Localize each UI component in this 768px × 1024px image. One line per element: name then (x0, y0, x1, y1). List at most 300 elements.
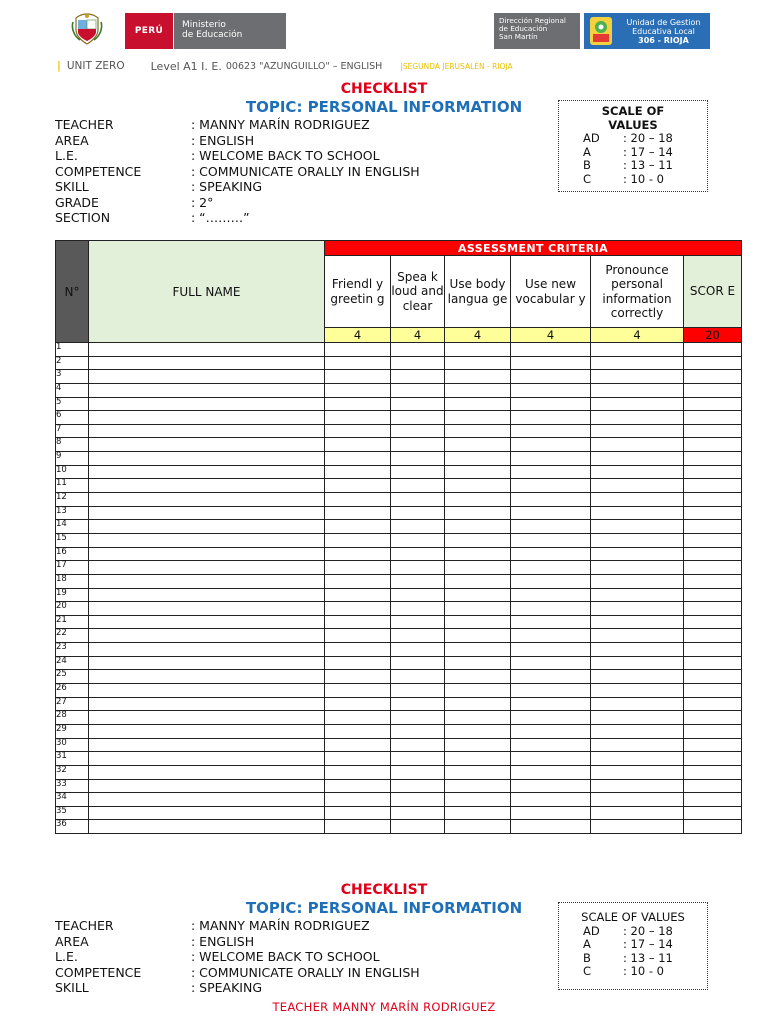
table-row (56, 411, 742, 425)
pronounce-cell[interactable] (591, 779, 684, 793)
speak-cell[interactable] (391, 752, 445, 766)
score-cell[interactable] (684, 588, 742, 602)
pronounce-cell[interactable] (591, 711, 684, 725)
score-cell[interactable] (684, 656, 742, 670)
table-row (56, 547, 742, 561)
score-cell[interactable] (684, 438, 742, 452)
pronounce-cell[interactable] (591, 397, 684, 411)
score-cell[interactable] (684, 343, 742, 357)
info-value: : “………” (191, 210, 250, 225)
name-cell[interactable] (89, 397, 325, 411)
vocab-cell[interactable] (511, 793, 591, 807)
greeting-cell[interactable] (325, 670, 391, 684)
greeting-cell[interactable] (325, 615, 391, 629)
name-cell[interactable] (89, 506, 325, 520)
score-cell[interactable] (684, 547, 742, 561)
body-cell[interactable] (445, 383, 511, 397)
body-cell[interactable] (445, 465, 511, 479)
ugel-line-3: 306 - RIOJA (638, 35, 689, 45)
greeting-cell[interactable] (325, 370, 391, 384)
greeting-cell[interactable] (325, 820, 391, 834)
pronounce-cell[interactable] (591, 793, 684, 807)
ministry-logo (125, 13, 286, 49)
speak-cell[interactable] (391, 697, 445, 711)
pronounce-cell[interactable] (591, 520, 684, 534)
greeting-cell[interactable] (325, 806, 391, 820)
peru-coat-of-arms-icon (70, 12, 104, 46)
name-cell[interactable] (89, 356, 325, 370)
vocab-cell[interactable] (511, 820, 591, 834)
score-cell[interactable] (684, 465, 742, 479)
body-cell[interactable] (445, 561, 511, 575)
body-cell[interactable] (445, 343, 511, 357)
score-cell[interactable] (684, 711, 742, 725)
vocab-cell[interactable] (511, 343, 591, 357)
vocab-cell[interactable] (511, 643, 591, 657)
body-cell[interactable] (445, 752, 511, 766)
vocab-cell[interactable] (511, 752, 591, 766)
greeting-cell[interactable] (325, 643, 391, 657)
row-number: 31 (56, 752, 89, 766)
info-key: TEACHER (55, 117, 114, 132)
pronounce-cell[interactable] (591, 765, 684, 779)
speak-cell[interactable] (391, 533, 445, 547)
score-cell[interactable] (684, 574, 742, 588)
vocab-cell[interactable] (511, 383, 591, 397)
speak-cell[interactable] (391, 711, 445, 725)
vocab-cell[interactable] (511, 547, 591, 561)
speak-cell[interactable] (391, 465, 445, 479)
greeting-cell[interactable] (325, 684, 391, 698)
name-cell[interactable] (89, 752, 325, 766)
greeting-cell[interactable] (325, 493, 391, 507)
score-cell[interactable] (684, 738, 742, 752)
vocab-cell[interactable] (511, 615, 591, 629)
segment-label: |SEGUNDA JERUSALÉN - RIOJA (400, 61, 513, 71)
speak-cell[interactable] (391, 370, 445, 384)
student-rows (56, 343, 742, 834)
speak-cell[interactable] (391, 343, 445, 357)
greeting-cell[interactable] (325, 506, 391, 520)
table-row (56, 711, 742, 725)
speak-cell[interactable] (391, 806, 445, 820)
score-cell[interactable] (684, 561, 742, 575)
name-cell[interactable] (89, 711, 325, 725)
name-cell[interactable] (89, 479, 325, 493)
row-number: 2 (56, 356, 89, 370)
vocab-cell[interactable] (511, 506, 591, 520)
vocab-cell[interactable] (511, 697, 591, 711)
info-value: : SPEAKING (191, 179, 263, 194)
pronounce-cell[interactable] (591, 465, 684, 479)
scale-title-1: SCALE OF (601, 104, 665, 118)
pronounce-cell[interactable] (591, 479, 684, 493)
table-row (56, 424, 742, 438)
pronounce-cell[interactable] (591, 697, 684, 711)
name-cell[interactable] (89, 697, 325, 711)
pronounce-cell[interactable] (591, 561, 684, 575)
table-row (56, 670, 742, 684)
greeting-cell[interactable] (325, 574, 391, 588)
body-cell[interactable] (445, 656, 511, 670)
greeting-cell[interactable] (325, 711, 391, 725)
vocab-cell[interactable] (511, 602, 591, 616)
speak-cell[interactable] (391, 383, 445, 397)
body-cell[interactable] (445, 574, 511, 588)
vocab-cell[interactable] (511, 465, 591, 479)
name-cell[interactable] (89, 629, 325, 643)
score-cell[interactable] (684, 424, 742, 438)
speak-cell[interactable] (391, 547, 445, 561)
speak-cell[interactable] (391, 438, 445, 452)
score-cell[interactable] (684, 479, 742, 493)
table-row (56, 479, 742, 493)
speak-cell[interactable] (391, 629, 445, 643)
greeting-cell[interactable] (325, 629, 391, 643)
name-cell[interactable] (89, 561, 325, 575)
pronounce-cell[interactable] (591, 574, 684, 588)
table-row (56, 438, 742, 452)
pronounce-cell[interactable] (591, 820, 684, 834)
greeting-cell[interactable] (325, 397, 391, 411)
score-cell[interactable] (684, 724, 742, 738)
speak-cell[interactable] (391, 479, 445, 493)
name-cell[interactable] (89, 343, 325, 357)
vocab-cell[interactable] (511, 588, 591, 602)
name-cell[interactable] (89, 738, 325, 752)
greeting-cell[interactable] (325, 533, 391, 547)
pronounce-cell[interactable] (591, 452, 684, 466)
name-cell[interactable] (89, 547, 325, 561)
speak-cell[interactable] (391, 765, 445, 779)
greeting-cell[interactable] (325, 752, 391, 766)
pronounce-cell[interactable] (591, 643, 684, 657)
name-cell[interactable] (89, 438, 325, 452)
score-cell[interactable] (684, 370, 742, 384)
speak-cell[interactable] (391, 779, 445, 793)
speak-cell[interactable] (391, 520, 445, 534)
row-number: 17 (56, 561, 89, 575)
row-number: 25 (56, 670, 89, 684)
body-cell[interactable] (445, 820, 511, 834)
name-cell[interactable] (89, 643, 325, 657)
score-cell[interactable] (684, 629, 742, 643)
assessment-criteria-header: ASSESSMENT CRITERIA (325, 241, 742, 256)
body-cell[interactable] (445, 711, 511, 725)
name-cell[interactable] (89, 533, 325, 547)
topic-title-2: TOPIC: PERSONAL INFORMATION (245, 899, 523, 917)
name-cell[interactable] (89, 670, 325, 684)
vocab-cell[interactable] (511, 411, 591, 425)
body-cell[interactable] (445, 356, 511, 370)
vocab-cell[interactable] (511, 397, 591, 411)
body-cell[interactable] (445, 479, 511, 493)
info-key: AREA (55, 933, 89, 949)
info-value: : SPEAKING (191, 980, 263, 995)
speak-cell[interactable] (391, 452, 445, 466)
ministry-line-2: de Educación (182, 30, 243, 40)
body-cell[interactable] (445, 452, 511, 466)
row-number: 4 (56, 383, 89, 397)
score-cell[interactable] (684, 493, 742, 507)
vocab-cell[interactable] (511, 479, 591, 493)
score-cell[interactable] (684, 383, 742, 397)
vocab-cell[interactable] (511, 493, 591, 507)
vocab-cell[interactable] (511, 356, 591, 370)
body-cell[interactable] (445, 806, 511, 820)
info-key: SKILL (55, 179, 89, 194)
name-cell[interactable] (89, 602, 325, 616)
score-cell[interactable] (684, 643, 742, 657)
vocab-cell[interactable] (511, 806, 591, 820)
score-cell[interactable] (684, 452, 742, 466)
vocab-cell[interactable] (511, 424, 591, 438)
pronounce-cell[interactable] (591, 493, 684, 507)
greeting-cell[interactable] (325, 424, 391, 438)
pronounce-cell[interactable] (591, 670, 684, 684)
score-cell[interactable] (684, 752, 742, 766)
greeting-cell[interactable] (325, 452, 391, 466)
vocab-cell[interactable] (511, 561, 591, 575)
name-cell[interactable] (89, 411, 325, 425)
greeting-cell[interactable] (325, 738, 391, 752)
body-cell[interactable] (445, 424, 511, 438)
score-cell[interactable] (684, 533, 742, 547)
pronounce-cell[interactable] (591, 724, 684, 738)
score-cell[interactable] (684, 615, 742, 629)
body-cell[interactable] (445, 643, 511, 657)
score-cell[interactable] (684, 765, 742, 779)
pronounce-cell[interactable] (591, 806, 684, 820)
greeting-cell[interactable] (325, 793, 391, 807)
speak-cell[interactable] (391, 738, 445, 752)
vocab-cell[interactable] (511, 520, 591, 534)
body-cell[interactable] (445, 493, 511, 507)
speak-cell[interactable] (391, 356, 445, 370)
scale-range: : 17 – 14 (623, 144, 673, 159)
vocab-cell[interactable] (511, 438, 591, 452)
row-number: 15 (56, 533, 89, 547)
scale-grade: C (583, 964, 592, 978)
table-row (56, 738, 742, 752)
vocab-cell[interactable] (511, 724, 591, 738)
score-cell[interactable] (684, 793, 742, 807)
body-cell[interactable] (445, 724, 511, 738)
score-cell[interactable] (684, 684, 742, 698)
pronounce-cell[interactable] (591, 738, 684, 752)
speak-cell[interactable] (391, 397, 445, 411)
pronounce-cell[interactable] (591, 383, 684, 397)
body-cell[interactable] (445, 520, 511, 534)
speak-cell[interactable] (391, 561, 445, 575)
body-cell[interactable] (445, 370, 511, 384)
table-row (56, 643, 742, 657)
name-cell[interactable] (89, 424, 325, 438)
name-cell[interactable] (89, 383, 325, 397)
points-cell: 4 (391, 328, 445, 343)
greeting-cell[interactable] (325, 765, 391, 779)
pronounce-cell[interactable] (591, 533, 684, 547)
body-cell[interactable] (445, 629, 511, 643)
speak-cell[interactable] (391, 588, 445, 602)
vocab-cell[interactable] (511, 370, 591, 384)
speak-cell[interactable] (391, 684, 445, 698)
speak-cell[interactable] (391, 506, 445, 520)
name-cell[interactable] (89, 793, 325, 807)
body-cell[interactable] (445, 411, 511, 425)
name-cell[interactable] (89, 452, 325, 466)
vocab-cell[interactable] (511, 533, 591, 547)
name-cell[interactable] (89, 656, 325, 670)
greeting-cell[interactable] (325, 697, 391, 711)
body-cell[interactable] (445, 615, 511, 629)
speak-cell[interactable] (391, 602, 445, 616)
table-row (56, 506, 742, 520)
greeting-cell[interactable] (325, 438, 391, 452)
body-cell[interactable] (445, 793, 511, 807)
score-cell[interactable] (684, 697, 742, 711)
speak-cell[interactable] (391, 670, 445, 684)
vocab-cell[interactable] (511, 779, 591, 793)
greeting-cell[interactable] (325, 383, 391, 397)
name-cell[interactable] (89, 370, 325, 384)
score-cell[interactable] (684, 670, 742, 684)
greeting-cell[interactable] (325, 465, 391, 479)
score-cell[interactable] (684, 506, 742, 520)
greeting-cell[interactable] (325, 547, 391, 561)
body-cell[interactable] (445, 506, 511, 520)
speak-cell[interactable] (391, 656, 445, 670)
vocab-cell[interactable] (511, 452, 591, 466)
col-number: N° (56, 241, 89, 343)
greeting-cell[interactable] (325, 561, 391, 575)
pronounce-cell[interactable] (591, 656, 684, 670)
body-cell[interactable] (445, 684, 511, 698)
greeting-cell[interactable] (325, 356, 391, 370)
pronounce-cell[interactable] (591, 684, 684, 698)
body-cell[interactable] (445, 697, 511, 711)
score-cell[interactable] (684, 411, 742, 425)
body-cell[interactable] (445, 602, 511, 616)
name-cell[interactable] (89, 820, 325, 834)
name-cell[interactable] (89, 520, 325, 534)
pronounce-cell[interactable] (591, 547, 684, 561)
body-cell[interactable] (445, 779, 511, 793)
score-cell[interactable] (684, 356, 742, 370)
speak-cell[interactable] (391, 411, 445, 425)
vocab-cell[interactable] (511, 711, 591, 725)
pronounce-cell[interactable] (591, 356, 684, 370)
info-key: AREA (55, 132, 89, 148)
pronounce-cell[interactable] (591, 424, 684, 438)
speak-cell[interactable] (391, 820, 445, 834)
name-cell[interactable] (89, 493, 325, 507)
ugel-logo (584, 13, 710, 49)
score-cell[interactable] (684, 602, 742, 616)
greeting-cell[interactable] (325, 479, 391, 493)
speak-cell[interactable] (391, 615, 445, 629)
pronounce-cell[interactable] (591, 411, 684, 425)
speak-cell[interactable] (391, 574, 445, 588)
info-value: : COMMUNICATE ORALLY IN ENGLISH (191, 964, 420, 980)
name-cell[interactable] (89, 588, 325, 602)
pronounce-cell[interactable] (591, 602, 684, 616)
score-cell[interactable] (684, 820, 742, 834)
col-full-name: FULL NAME (89, 241, 325, 343)
body-cell[interactable] (445, 738, 511, 752)
score-cell[interactable] (684, 806, 742, 820)
ministry-line-1: Ministerio (182, 20, 226, 30)
greeting-cell[interactable] (325, 779, 391, 793)
vocab-cell[interactable] (511, 765, 591, 779)
table-row (56, 724, 742, 738)
score-cell[interactable] (684, 520, 742, 534)
name-cell[interactable] (89, 779, 325, 793)
name-cell[interactable] (89, 765, 325, 779)
speak-cell[interactable] (391, 493, 445, 507)
pronounce-cell[interactable] (591, 370, 684, 384)
body-cell[interactable] (445, 670, 511, 684)
name-cell[interactable] (89, 684, 325, 698)
score-cell[interactable] (684, 779, 742, 793)
body-cell[interactable] (445, 533, 511, 547)
name-cell[interactable] (89, 574, 325, 588)
body-cell[interactable] (445, 397, 511, 411)
vocab-cell[interactable] (511, 656, 591, 670)
vocab-cell[interactable] (511, 684, 591, 698)
body-cell[interactable] (445, 547, 511, 561)
vocab-cell[interactable] (511, 629, 591, 643)
pronounce-cell[interactable] (591, 438, 684, 452)
greeting-cell[interactable] (325, 520, 391, 534)
speak-cell[interactable] (391, 724, 445, 738)
pronounce-cell[interactable] (591, 752, 684, 766)
name-cell[interactable] (89, 806, 325, 820)
pronounce-cell[interactable] (591, 615, 684, 629)
greeting-cell[interactable] (325, 343, 391, 357)
row-number: 5 (56, 397, 89, 411)
row-number: 33 (56, 779, 89, 793)
speak-cell[interactable] (391, 793, 445, 807)
name-cell[interactable] (89, 724, 325, 738)
criterion-speak-loud: Spea k loud and clear (391, 256, 445, 328)
pronounce-cell[interactable] (591, 343, 684, 357)
score-cell[interactable] (684, 397, 742, 411)
school-label: 00623 "AZUNGUILLO" – ENGLISH (225, 60, 383, 72)
name-cell[interactable] (89, 615, 325, 629)
table-row (56, 656, 742, 670)
greeting-cell[interactable] (325, 656, 391, 670)
greeting-cell[interactable] (325, 588, 391, 602)
vocab-cell[interactable] (511, 574, 591, 588)
greeting-cell[interactable] (325, 602, 391, 616)
row-number: 36 (56, 820, 89, 834)
body-cell[interactable] (445, 588, 511, 602)
greeting-cell[interactable] (325, 724, 391, 738)
speak-cell[interactable] (391, 643, 445, 657)
row-number: 21 (56, 615, 89, 629)
vocab-cell[interactable] (511, 670, 591, 684)
greeting-cell[interactable] (325, 411, 391, 425)
name-cell[interactable] (89, 465, 325, 479)
body-cell[interactable] (445, 438, 511, 452)
pronounce-cell[interactable] (591, 629, 684, 643)
pronounce-cell[interactable] (591, 588, 684, 602)
body-cell[interactable] (445, 765, 511, 779)
pronounce-cell[interactable] (591, 506, 684, 520)
speak-cell[interactable] (391, 424, 445, 438)
vocab-cell[interactable] (511, 738, 591, 752)
